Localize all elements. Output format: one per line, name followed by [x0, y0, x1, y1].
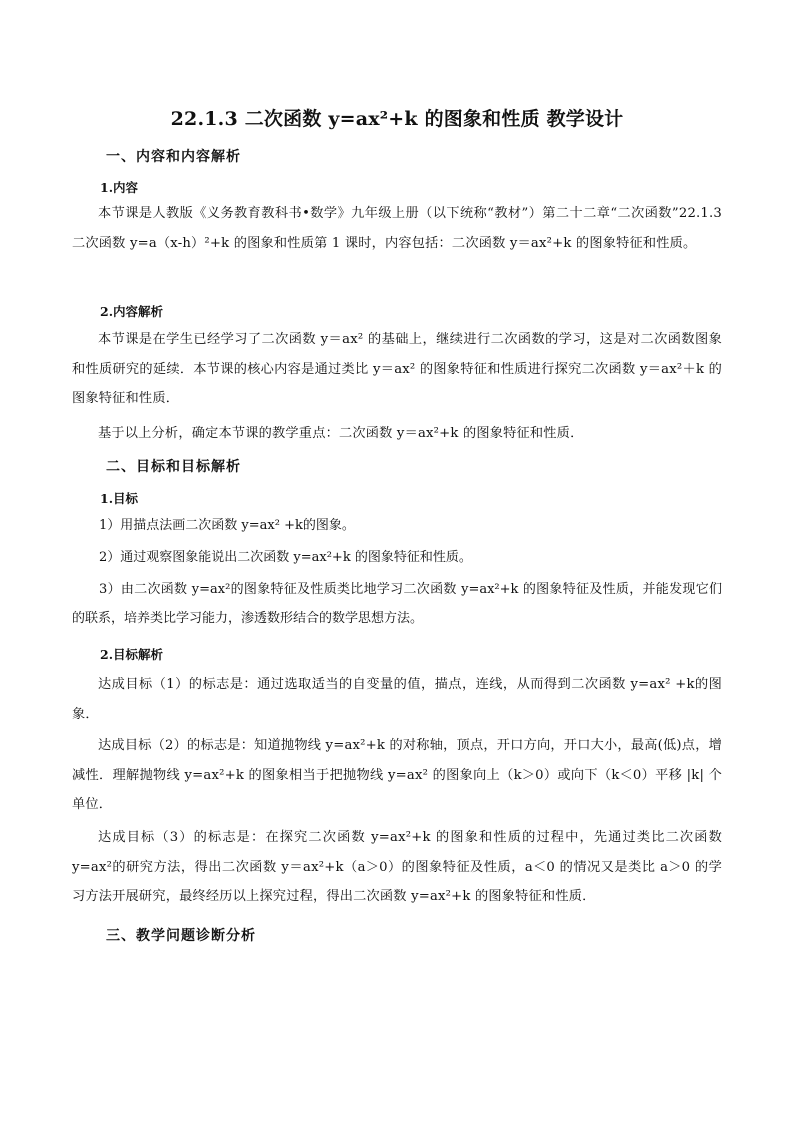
- goal-item-2: 2）通过观察图象能说出二次函数 y=ax²+k 的图象特征和性质。: [99, 550, 472, 565]
- subheading-content: 1.内容: [100, 180, 139, 195]
- section-heading-goals: 二、目标和目标解析: [106, 459, 241, 475]
- goal-analysis-1: 达成目标（1）的标志是：通过选取适当的自变量的值，描点，连线，从而得到二次函数 y=ax² +k的图象．: [72, 677, 722, 722]
- goal-item-3: 3）由二次函数 y=ax²的图象特征及性质类比地学习二次函数 y=ax²+k 的图象特征及性质，并能发现它们的联系，培养类比学习能力，渗透数形结合的数学思想方法。: [72, 582, 722, 626]
- goal-analysis-2: 达成目标（2）的标志是：知道抛物线 y=ax²+k 的对称轴，顶点，开口方向，开口大小，最高(低)点，增减性．理解抛物线 y=ax²+k 的图象相当于把抛物线 y=ax² 的图象向上（k＞0）或向下（k＜0）平移 |k| 个单位．: [72, 738, 722, 812]
- page-title: 22.1.3 二次函数 y=ax²+k 的图象和性质 教学设计: [170, 108, 624, 130]
- section-heading-content: 一、内容和内容解析: [106, 149, 241, 165]
- subheading-goals: 1.目标: [100, 491, 139, 506]
- section-heading-diagnosis: 三、教学问题诊断分析: [106, 928, 256, 944]
- content-analysis-paragraph: 本节课是在学生已经学习了二次函数 y＝ax² 的基础上，继续进行二次函数的学习，这是对二次函数图象和性质研究的延续．本节课的核心内容是通过类比 y＝ax² 的图象特征和性质进行探究二次函数 y＝ax²＋k 的图象特征和性质．: [72, 332, 722, 406]
- subheading-goal-analysis: 2.目标解析: [100, 647, 164, 662]
- teaching-focus-paragraph: 基于以上分析，确定本节课的教学重点：二次函数 y＝ax²+k 的图象特征和性质．: [98, 426, 584, 441]
- content-paragraph: 本节课是人教版《义务教育教科书•数学》九年级上册（以下统称“教材”）第二十二章“二次函数”22.1.3 二次函数 y=a（x-h）²+k 的图象和性质第 1 课时，内容包括：二次函数 y＝ax²+k 的图象特征和性质。: [72, 206, 722, 251]
- subheading-content-analysis: 2.内容解析: [100, 304, 164, 319]
- goal-analysis-3: 达成目标（3）的标志是：在探究二次函数 y=ax²+k 的图象和性质的过程中，先通过类比二次函数 y=ax²的研究方法，得出二次函数 y＝ax²+k（a＞0）的图象特征及性质，a＜0 的情况又是类比 a＞0 的学习方法开展研究，最终经历以上探究过程，得出二次函数 y=ax²+k 的图象特征和性质．: [72, 830, 722, 904]
- goal-item-1: 1）用描点法画二次函数 y=ax² +k的图象。: [99, 518, 355, 533]
